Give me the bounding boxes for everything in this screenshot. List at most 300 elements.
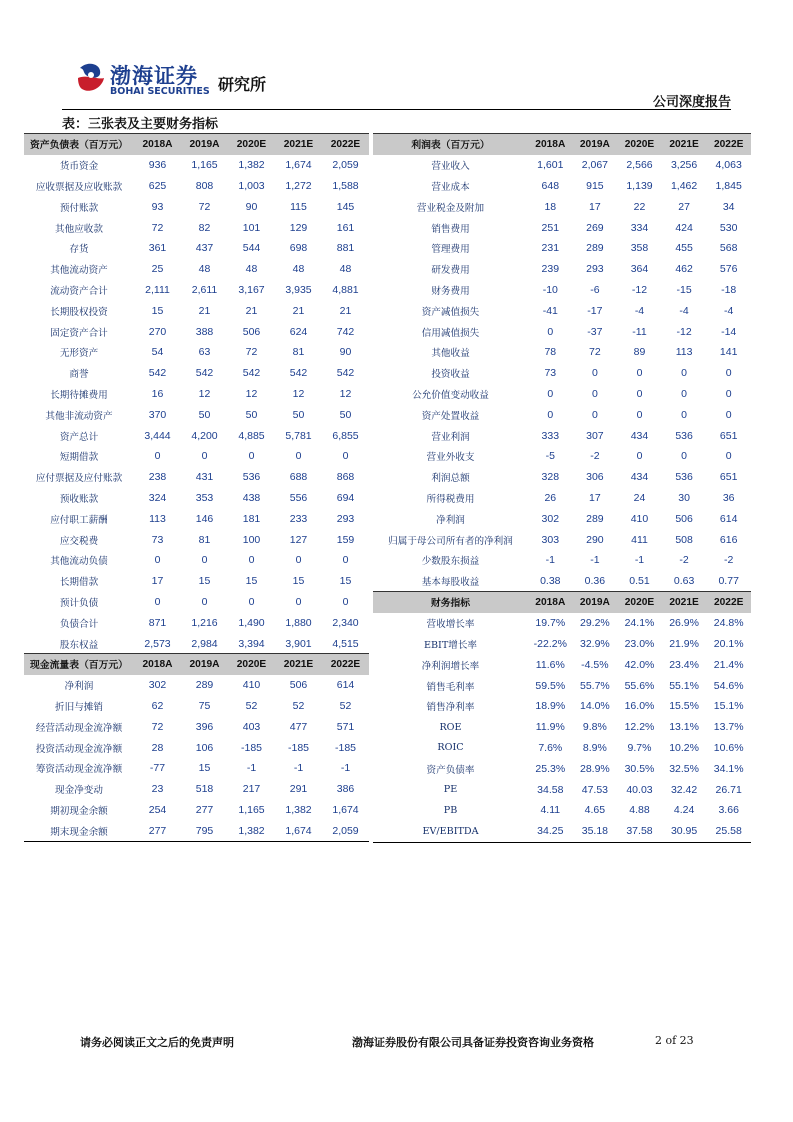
table-row xyxy=(373,738,751,759)
row-label: 净利润增长率 xyxy=(421,660,480,672)
table-row xyxy=(24,737,369,758)
table-row xyxy=(373,550,751,571)
value-cell: 72 xyxy=(198,200,211,213)
value-cell: 15 xyxy=(198,762,211,775)
value-cell: -185 xyxy=(334,741,356,754)
value-cell: 3,256 xyxy=(670,159,698,172)
value-cell: 2,067 xyxy=(581,159,609,172)
value-cell: 40.03 xyxy=(626,783,653,796)
value-cell: 614 xyxy=(336,679,355,692)
row-label: 利润总额 xyxy=(431,473,470,485)
table-row xyxy=(373,155,751,176)
row-label: 资产减值损失 xyxy=(421,306,480,318)
value-cell: 12 xyxy=(292,387,305,400)
table-row xyxy=(373,717,751,738)
value-cell: 328 xyxy=(541,471,560,484)
value-cell: 12 xyxy=(245,387,258,400)
year-header: 2021E xyxy=(662,592,707,613)
value-cell: -22.2% xyxy=(533,637,567,650)
value-cell: 915 xyxy=(586,179,604,192)
row-label: 其他非流动资产 xyxy=(45,410,113,422)
value-cell: 21 xyxy=(198,304,211,317)
table-row xyxy=(373,654,751,675)
value-cell: 698 xyxy=(289,242,308,255)
value-cell: 1,845 xyxy=(715,179,742,192)
value-cell: 18 xyxy=(544,200,557,213)
row-label: 资产负债率 xyxy=(426,764,475,776)
table-row xyxy=(373,259,751,280)
value-cell: 2,059 xyxy=(322,820,369,841)
year-header: 2018A xyxy=(134,654,181,675)
value-cell: 5,781 xyxy=(285,429,312,442)
table-row xyxy=(24,633,369,654)
table-row xyxy=(373,196,751,217)
value-cell: 0 xyxy=(591,408,598,421)
value-cell: 59.5% xyxy=(535,679,566,692)
row-label: 资产总计 xyxy=(59,431,99,443)
row-label: 预计负债 xyxy=(59,597,99,609)
value-cell: 0 xyxy=(248,554,255,567)
value-cell: 0 xyxy=(342,595,349,608)
value-cell: 73 xyxy=(544,367,557,380)
value-cell: -4 xyxy=(679,304,689,317)
table-header-row xyxy=(24,654,369,675)
value-cell: 21.9% xyxy=(669,637,699,650)
row-label: 投资活动现金流净额 xyxy=(35,743,123,755)
value-cell: 54 xyxy=(151,346,164,359)
table-row xyxy=(24,675,369,696)
table-row xyxy=(24,550,369,571)
table-row xyxy=(24,425,369,446)
table-row xyxy=(24,758,369,779)
value-cell: 161 xyxy=(336,221,355,234)
value-cell: 871 xyxy=(148,616,167,629)
value-cell: 1,588 xyxy=(332,179,359,192)
value-cell: 795 xyxy=(181,820,228,841)
value-cell: 254 xyxy=(148,803,167,816)
value-cell: 4,200 xyxy=(191,429,218,442)
table-row xyxy=(24,508,369,529)
row-label: 预付账款 xyxy=(59,202,99,214)
value-cell: 48 xyxy=(198,263,211,276)
year-header: 2022E xyxy=(322,134,369,155)
value-cell: 410 xyxy=(242,679,261,692)
value-cell: 82 xyxy=(198,221,211,234)
value-cell: 808 xyxy=(195,179,214,192)
value-cell: 115 xyxy=(290,200,307,213)
value-cell: 4.24 xyxy=(673,804,695,817)
value-cell: 0.63 xyxy=(662,571,707,592)
row-label: 预收账款 xyxy=(59,493,99,505)
value-cell: 508 xyxy=(675,533,693,546)
table-row xyxy=(24,488,369,509)
value-cell: 48 xyxy=(339,263,352,276)
row-label: 货币资金 xyxy=(59,161,99,173)
table-row xyxy=(24,592,369,613)
value-cell: 10.2% xyxy=(669,741,699,754)
table-row xyxy=(373,613,751,634)
value-cell: 72 xyxy=(245,346,258,359)
value-cell: 54.6% xyxy=(713,679,744,692)
value-cell: 75 xyxy=(198,699,211,712)
value-cell: 936 xyxy=(148,159,167,172)
table-row xyxy=(24,696,369,717)
table-title-cell: 利润表（百万元） xyxy=(373,134,528,155)
value-cell: 651 xyxy=(719,429,738,442)
value-cell: 21.4% xyxy=(713,658,744,671)
value-cell: 26.9% xyxy=(669,617,699,630)
value-cell: 0 xyxy=(636,387,643,400)
year-header: 2020E xyxy=(617,134,662,155)
value-cell: 17 xyxy=(589,200,601,213)
value-cell: 32.5% xyxy=(669,762,699,775)
balance-sheet-table xyxy=(24,133,369,655)
value-cell: 269 xyxy=(586,221,604,234)
value-cell: 52 xyxy=(339,699,352,712)
value-cell: 438 xyxy=(242,491,261,504)
value-cell: -4 xyxy=(634,304,645,317)
value-cell: 30.95 xyxy=(662,821,707,842)
table-row xyxy=(24,716,369,737)
footer-qualification: 渤海证券股份有限公司具备证券投资咨询业务资格 xyxy=(352,1036,594,1049)
table-header-row xyxy=(373,134,751,155)
value-cell: 0 xyxy=(681,408,687,421)
value-cell: 50 xyxy=(292,408,305,421)
table-row xyxy=(24,571,369,592)
value-cell: -1 xyxy=(545,554,555,567)
row-label: 应交税费 xyxy=(59,535,99,547)
value-cell: 25.58 xyxy=(706,821,751,842)
value-cell: 24.8% xyxy=(713,617,744,630)
value-cell: 1,382 xyxy=(285,803,312,816)
value-cell: 73 xyxy=(151,533,164,546)
value-cell: 1,165 xyxy=(238,803,265,816)
table-row xyxy=(24,217,369,238)
value-cell: 181 xyxy=(242,512,261,525)
row-label: 流动资产合计 xyxy=(50,285,108,297)
table-row xyxy=(373,634,751,655)
row-label: ROIC xyxy=(437,742,464,754)
value-cell: 55.7% xyxy=(580,679,610,692)
value-cell: 307 xyxy=(586,429,604,442)
value-cell: 0 xyxy=(201,450,208,463)
value-cell: 542 xyxy=(195,367,214,380)
row-label: 投资收益 xyxy=(431,369,470,381)
year-header: 2021E xyxy=(275,134,322,155)
table-row xyxy=(24,300,369,321)
value-cell: 1,165 xyxy=(191,159,218,172)
value-cell: 231 xyxy=(541,242,560,255)
table-row xyxy=(373,384,751,405)
value-cell: 0.77 xyxy=(706,571,751,592)
row-label: 净利润 xyxy=(64,681,94,693)
value-cell: 217 xyxy=(242,783,261,796)
table-row xyxy=(24,259,369,280)
value-cell: 238 xyxy=(148,471,167,484)
value-cell: 0.36 xyxy=(573,571,618,592)
value-cell: 0 xyxy=(547,325,554,338)
value-cell: 26.71 xyxy=(715,783,742,796)
row-label: 筹资活动现金流净额 xyxy=(35,764,123,776)
value-cell: 1,272 xyxy=(285,179,312,192)
row-label: EBIT增长率 xyxy=(423,639,478,651)
row-label: 营业税金及附加 xyxy=(416,202,485,214)
value-cell: 7.6% xyxy=(538,741,563,754)
value-cell: 34.25 xyxy=(528,821,573,842)
value-cell: 396 xyxy=(195,720,214,733)
value-cell: 113 xyxy=(675,346,693,359)
row-label: 其他应收款 xyxy=(55,223,103,235)
year-header: 2018A xyxy=(528,592,573,613)
value-cell: -2 xyxy=(679,554,689,567)
value-cell: 542 xyxy=(289,367,308,380)
value-cell: 289 xyxy=(586,242,604,255)
financial-indicators-table xyxy=(373,591,751,843)
table-row xyxy=(373,217,751,238)
value-cell: 48 xyxy=(245,263,258,276)
value-cell: 37.58 xyxy=(617,821,662,842)
value-cell: 536 xyxy=(242,471,261,484)
table-row xyxy=(24,800,369,821)
value-cell: -37 xyxy=(587,325,603,338)
table-row xyxy=(373,300,751,321)
value-cell: 1,674 xyxy=(285,159,312,172)
value-cell: -185 xyxy=(240,741,262,754)
value-cell: 34.1% xyxy=(713,762,744,775)
value-cell: 25.3% xyxy=(535,762,566,775)
value-cell: 81 xyxy=(292,346,305,359)
table-title: 表：三张表及主要财务指标 xyxy=(62,117,219,132)
table-row xyxy=(24,404,369,425)
table-row xyxy=(373,675,751,696)
row-label: 折旧与摊销 xyxy=(55,701,103,713)
value-cell: 334 xyxy=(630,221,649,234)
value-cell: 0.38 xyxy=(528,571,573,592)
table-row xyxy=(373,280,751,301)
value-cell: -77 xyxy=(149,762,166,775)
value-cell: 0 xyxy=(342,554,349,567)
value-cell: 23.4% xyxy=(669,658,699,671)
value-cell: 530 xyxy=(719,221,738,234)
year-header: 2019A xyxy=(573,134,618,155)
row-label: 管理费用 xyxy=(431,244,470,256)
value-cell: 324 xyxy=(148,491,167,504)
value-cell: 0 xyxy=(591,387,598,400)
value-cell: 11.9% xyxy=(535,721,565,734)
value-cell: 36 xyxy=(722,491,735,504)
year-header: 2020E xyxy=(228,654,275,675)
value-cell: 15 xyxy=(151,304,164,317)
value-cell: 47.53 xyxy=(581,783,609,796)
value-cell: 0 xyxy=(636,367,643,380)
row-label: 营业利润 xyxy=(431,431,470,443)
value-cell: 19.7% xyxy=(535,617,566,630)
value-cell: 0 xyxy=(295,595,302,608)
value-cell: 16.0% xyxy=(624,700,655,713)
value-cell: 12.2% xyxy=(624,721,655,734)
table-row xyxy=(373,696,751,717)
value-cell: 106 xyxy=(195,741,214,754)
value-cell: 277 xyxy=(195,803,214,816)
table-header-row xyxy=(24,134,369,155)
value-cell: 90 xyxy=(245,200,258,213)
table-row xyxy=(373,342,751,363)
value-cell: 868 xyxy=(336,471,355,484)
value-cell: 0 xyxy=(154,554,161,567)
value-cell: 293 xyxy=(336,512,355,525)
value-cell: 13.7% xyxy=(713,721,744,734)
table-row xyxy=(24,820,369,841)
value-cell: 293 xyxy=(586,263,604,276)
row-label: ROE xyxy=(439,721,462,733)
value-cell: 1,674 xyxy=(275,820,322,841)
year-header: 2019A xyxy=(181,134,228,155)
value-cell: 15 xyxy=(245,575,258,588)
row-label: EV/EBITDA xyxy=(373,821,528,842)
value-cell: 15 xyxy=(339,575,352,588)
table-row xyxy=(24,612,369,633)
value-cell: 0 xyxy=(154,595,161,608)
row-label: 长期借款 xyxy=(59,577,99,589)
value-cell: 6,855 xyxy=(332,429,359,442)
value-cell: -2 xyxy=(724,554,734,567)
value-cell: 1,674 xyxy=(332,803,359,816)
year-header: 2020E xyxy=(228,134,275,155)
value-cell: 2,340 xyxy=(332,616,359,629)
table-row xyxy=(373,488,751,509)
value-cell: 145 xyxy=(336,200,355,213)
value-cell: 1,003 xyxy=(238,179,265,192)
value-cell: 289 xyxy=(195,679,214,692)
row-label: 长期股权投资 xyxy=(50,306,108,318)
value-cell: 0 xyxy=(725,408,732,421)
value-cell: -2 xyxy=(590,450,600,463)
table-row xyxy=(373,821,751,842)
year-header: 2021E xyxy=(662,134,707,155)
table-row xyxy=(373,176,751,197)
value-cell: 506 xyxy=(289,679,308,692)
value-cell: 55.6% xyxy=(624,679,655,692)
value-cell: 52 xyxy=(292,699,305,712)
value-cell: 624 xyxy=(289,325,308,338)
value-cell: -6 xyxy=(590,283,600,296)
table-title-cell: 现金流量表（百万元） xyxy=(24,654,134,675)
value-cell: 542 xyxy=(242,367,261,380)
value-cell: 15 xyxy=(198,575,211,588)
table-row xyxy=(373,404,751,425)
value-cell: 129 xyxy=(289,221,308,234)
value-cell: 625 xyxy=(148,179,167,192)
table-row xyxy=(24,321,369,342)
value-cell: 0 xyxy=(248,450,255,463)
value-cell: 28 xyxy=(151,741,164,754)
value-cell: 434 xyxy=(630,471,649,484)
value-cell: 15.1% xyxy=(713,700,744,713)
year-header: 2021E xyxy=(275,654,322,675)
value-cell: 536 xyxy=(675,471,693,484)
value-cell: 35.18 xyxy=(573,821,618,842)
value-cell: 3.66 xyxy=(718,804,739,817)
value-cell: 239 xyxy=(541,263,560,276)
value-cell: 556 xyxy=(289,491,308,504)
value-cell: 78 xyxy=(544,346,557,359)
value-cell: -12 xyxy=(676,325,692,338)
value-cell: 42.0% xyxy=(624,658,655,671)
value-cell: 302 xyxy=(148,679,167,692)
table-header-row xyxy=(373,592,751,613)
value-cell: 364 xyxy=(630,263,649,276)
value-cell: 651 xyxy=(719,471,738,484)
value-cell: -11 xyxy=(632,325,647,338)
value-cell: 21 xyxy=(292,304,305,317)
value-cell: 23.0% xyxy=(624,637,655,650)
value-cell: 3,394 xyxy=(228,633,275,654)
value-cell: 17 xyxy=(589,491,601,504)
row-label: 研发费用 xyxy=(431,265,470,277)
row-label: 营业成本 xyxy=(431,181,470,193)
value-cell: -12 xyxy=(631,283,648,296)
table-row xyxy=(24,196,369,217)
table-row xyxy=(373,446,751,467)
row-label: 营业外收支 xyxy=(426,452,475,464)
value-cell: 431 xyxy=(195,471,214,484)
value-cell: 434 xyxy=(630,429,649,442)
row-label: PE xyxy=(443,784,458,796)
value-cell: 15.5% xyxy=(669,700,699,713)
value-cell: 22 xyxy=(633,200,646,213)
row-label: 其他收益 xyxy=(431,348,470,360)
value-cell: 0.51 xyxy=(617,571,662,592)
value-cell: 11.6% xyxy=(535,658,565,671)
value-cell: 29.2% xyxy=(580,617,610,630)
value-cell: -14 xyxy=(721,325,737,338)
value-cell: 0 xyxy=(681,450,687,463)
value-cell: 4,515 xyxy=(322,633,369,654)
value-cell: 518 xyxy=(195,783,214,796)
row-label: 资产处置收益 xyxy=(421,410,480,422)
table-row xyxy=(24,529,369,550)
value-cell: 290 xyxy=(586,533,604,546)
value-cell: 424 xyxy=(675,221,693,234)
value-cell: 1,139 xyxy=(626,179,653,192)
value-cell: 18.9% xyxy=(535,700,566,713)
header-divider xyxy=(62,109,731,110)
row-label: 股东权益 xyxy=(24,633,134,654)
value-cell: 536 xyxy=(675,429,693,442)
value-cell: 141 xyxy=(719,346,738,359)
value-cell: 30 xyxy=(678,491,690,504)
value-cell: -15 xyxy=(676,283,692,296)
value-cell: -10 xyxy=(542,283,558,296)
table-row xyxy=(373,363,751,384)
value-cell: 742 xyxy=(336,325,355,338)
value-cell: 2,573 xyxy=(134,633,181,654)
value-cell: 8.9% xyxy=(582,741,607,754)
row-label: 所得税费用 xyxy=(426,493,475,505)
value-cell: 2,611 xyxy=(191,283,218,296)
value-cell: 1,601 xyxy=(537,159,564,172)
value-cell: 437 xyxy=(195,242,214,255)
value-cell: 694 xyxy=(336,491,355,504)
value-cell: 25 xyxy=(151,263,164,276)
table-row xyxy=(24,238,369,259)
value-cell: 0 xyxy=(201,595,208,608)
value-cell: 15 xyxy=(292,575,305,588)
row-label: 负债合计 xyxy=(59,618,99,630)
row-label: 少数股东损益 xyxy=(421,556,480,568)
value-cell: 28.9% xyxy=(580,762,610,775)
year-header: 2019A xyxy=(573,592,618,613)
